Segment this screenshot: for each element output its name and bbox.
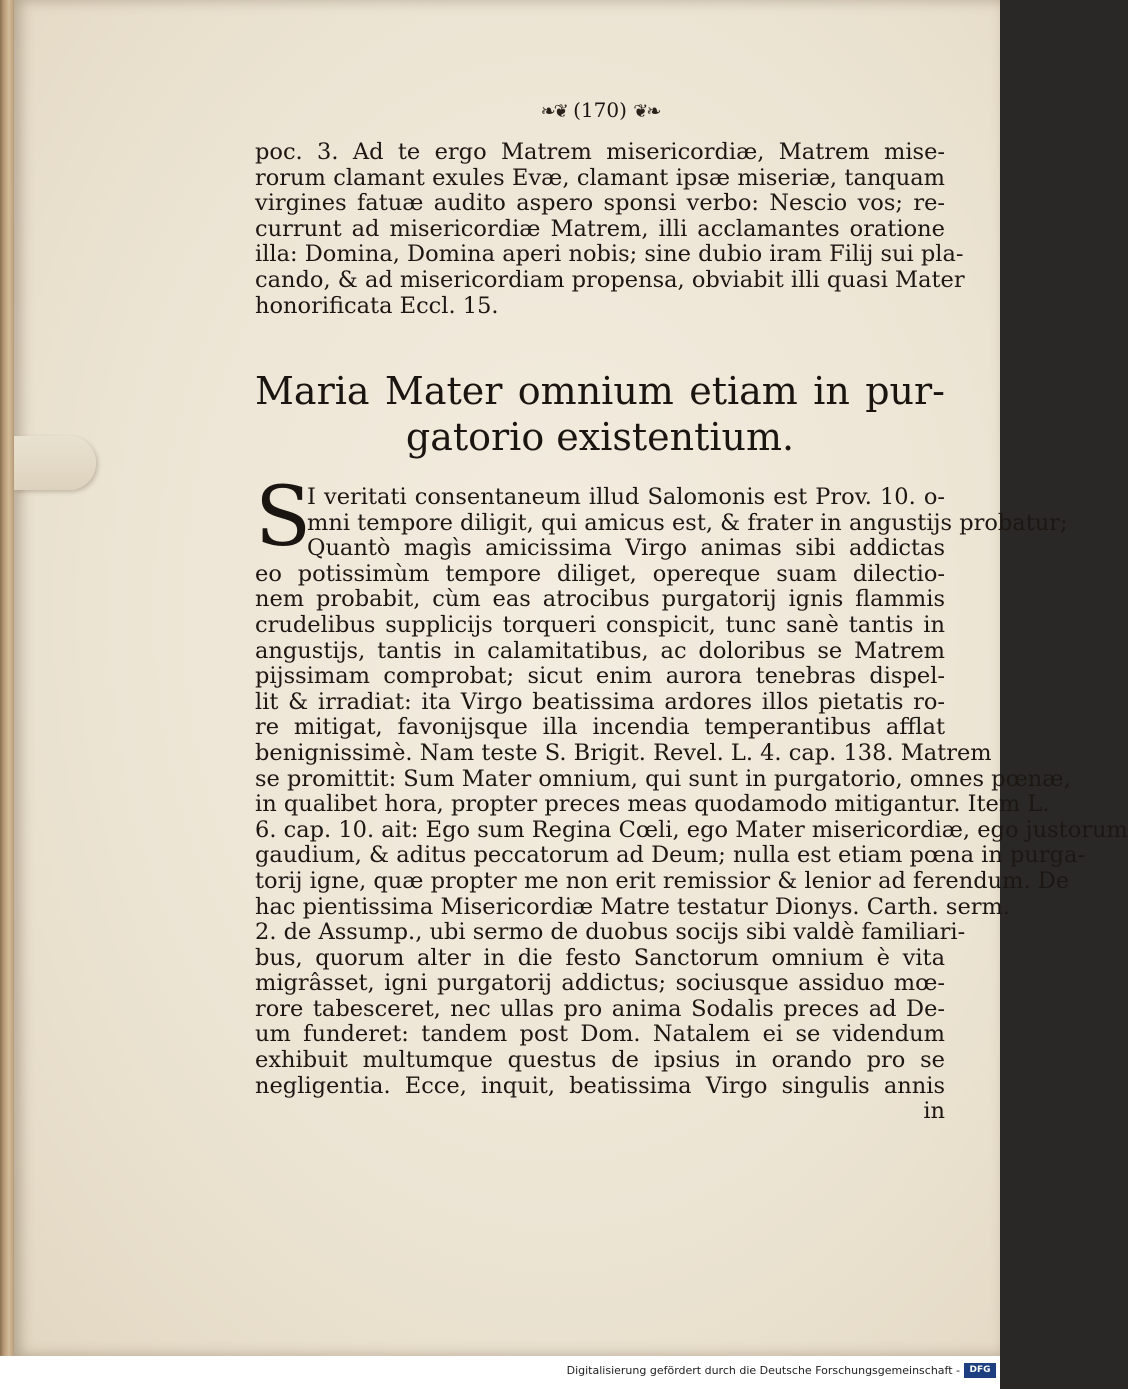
- page-tab-marker: [14, 436, 96, 490]
- text-line: migrâsset, igni purgatorij addictus; sociusque assiduo mœ-: [255, 970, 945, 997]
- section-heading: [255, 368, 945, 460]
- text-line: benignissimè. Nam teste S. Brigit. Revel. L. 4. cap. 138. Matrem: [255, 739, 992, 766]
- text-line: eo potissimùm tempore diliget, opereque suam dilectio-: [255, 560, 945, 587]
- text-line: se promittit: Sum Mater omnium, qui sunt in purgatorio, omnes pœnæ,: [255, 765, 1071, 792]
- text-line: I veritati consentaneum illud Salomonis est Prov. 10. o-: [307, 484, 945, 510]
- dfg-logo: DFG: [964, 1363, 996, 1378]
- text-line: um funderet: tandem post Dom. Natalem ei se videndum: [255, 1021, 945, 1048]
- text-line: 2. de Assump., ubi sermo de duobus socijs sibi valdè familiari-: [255, 919, 966, 946]
- ornament-left: ❧❦: [540, 101, 567, 122]
- text-line: gaudium, & aditus peccatorum ad Deum; nulla est etiam pœna in purga-: [255, 842, 1086, 869]
- text-line: negligentia. Ecce, inquit, beatissima Virgo singulis annis: [255, 1072, 945, 1099]
- page-header: [500, 98, 700, 122]
- text-line: illa: Domina, Domina aperi nobis; sine dubio iram Filij sui pla-: [255, 241, 964, 268]
- text-line: 6. cap. 10. ait: Ego sum Regina Cœli, ego Mater misericordiæ, ego justorum: [255, 816, 1128, 843]
- text-line: currunt ad misericordiæ Matrem, illi acclamantes oratione: [255, 215, 945, 242]
- text-line: re mitigat, favonijsque illa incendia temperantibus afflat: [255, 714, 945, 741]
- text-line: torij igne, quæ propter me non erit remissior & lenior ad ferendum. De: [255, 867, 1070, 894]
- text-line: pijssimam comprobat; sicut enim aurora tenebras dispel-: [255, 663, 945, 690]
- text-line: virgines fatuæ audito aspero sponsi verbo: Nescio vos; re-: [255, 190, 945, 217]
- ornament-right: ❦❧: [633, 101, 660, 122]
- text-line: rore tabesceret, nec ullas pro anima Sodalis preces ad De-: [255, 995, 945, 1022]
- heading-line: Maria Mater omnium etiam in pur-: [255, 369, 945, 413]
- footer-bar: [0, 1356, 1000, 1389]
- text-line: rorum clamant exules Evæ, clamant ipsæ miseriæ, tanquam: [255, 164, 945, 191]
- text-line: hac pientissima Misericordiæ Matre testatur Dionys. Carth. serm.: [255, 893, 1011, 920]
- body-paragraph: [255, 484, 1128, 1125]
- intro-paragraph: [255, 139, 965, 319]
- drop-cap: S: [255, 470, 312, 565]
- text-line: cando, & ad misericordiam propensa, obviabit illi quasi Mater: [255, 266, 965, 293]
- text-line: angustijs, tantis in calamitatibus, ac doloribus se Matrem: [255, 637, 945, 664]
- text-line: nem probabit, cùm eas atrocibus purgatorij ignis flammis: [255, 586, 945, 613]
- catchword: in: [923, 1098, 945, 1125]
- page-number: (170): [573, 98, 627, 122]
- text-line: honorificata Eccl. 15.: [255, 292, 499, 319]
- heading-line: gatorio existentium.: [405, 415, 795, 459]
- text-line: crudelibus supplicijs torqueri conspicit, tunc sanè tantis in: [255, 611, 945, 638]
- text-line: exhibuit multumque questus de ipsius in orando pro se: [255, 1047, 945, 1074]
- footer-credit: Digitalisierung gefördert durch die Deutsche Forschungsgemeinschaft -: [566, 1364, 960, 1377]
- text-line: Quantò magìs amicissima Virgo animas sibi addictas: [307, 535, 945, 562]
- text-line: in qualibet hora, propter preces meas quodamodo mitigantur. Item L.: [255, 791, 1050, 818]
- text-line: bus, quorum alter in die festo Sanctorum omnium è vita: [255, 944, 945, 971]
- text-line: mni tempore diligit, qui amicus est, & frater in angustijs probatur;: [307, 509, 1068, 536]
- text-line: lit & irradiat: ita Virgo beatissima ardores illos pietatis ro-: [255, 688, 945, 715]
- text-line: poc. 3. Ad te ergo Matrem misericordiæ, Matrem mise-: [255, 139, 945, 165]
